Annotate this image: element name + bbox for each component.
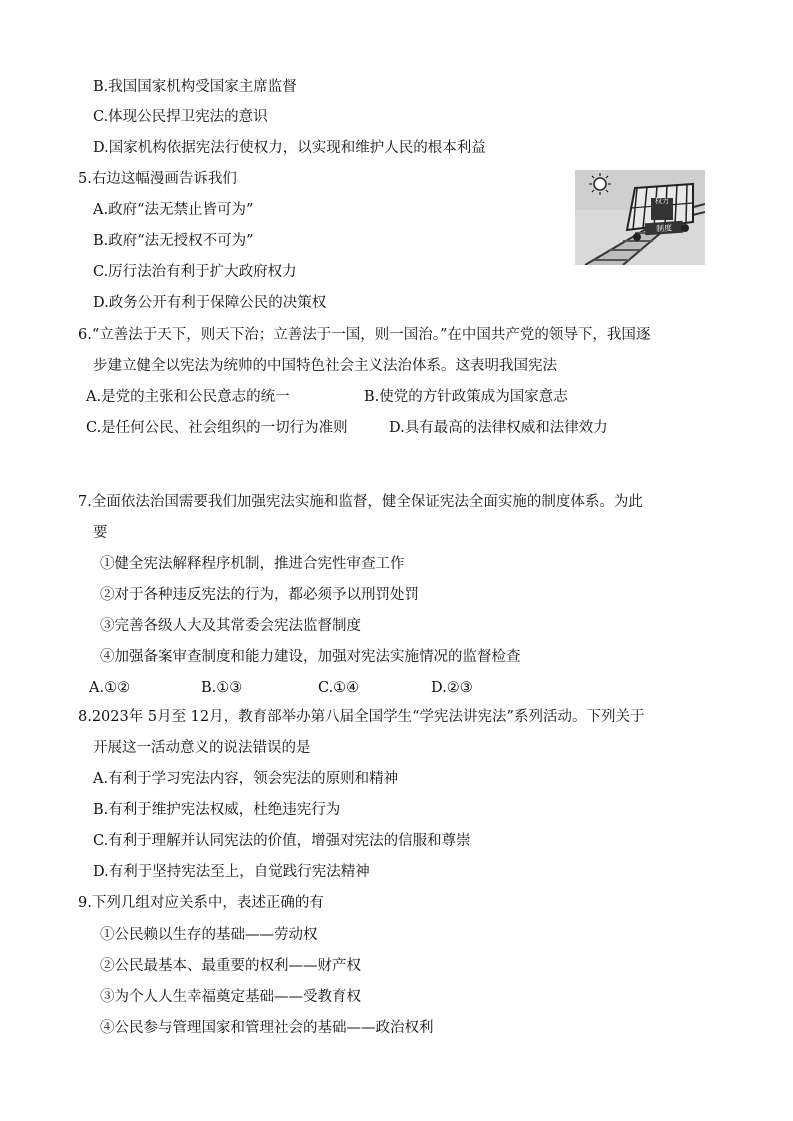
- q7-option-d: D.②③: [431, 680, 473, 696]
- q9-statement-1: ①公民赖以生存的基础——劳动权: [100, 927, 318, 943]
- q6-option-c: C.是任何公民、社会组织的一切行为准则: [86, 420, 348, 436]
- q8-option-d: D.有利于坚持宪法至上，自觉践行宪法精神: [93, 864, 370, 880]
- q5-stem: 5.右边这幅漫画告诉我们: [78, 171, 237, 187]
- q8-option-b: B.有利于维护宪法权威，杜绝违宪行为: [93, 802, 341, 818]
- q7-stem-line1: 7.全面依法治国需要我们加强宪法实施和监督，健全保证宪法全面实施的制度体系。为此: [78, 494, 643, 510]
- q5-option-c: C.厉行法治有利于扩大政府权力: [93, 264, 297, 280]
- q7-option-a: A.①②: [89, 680, 131, 696]
- q7-stem-line2: 要: [93, 525, 108, 541]
- q6-option-a: A.是党的主张和公民意志的统一: [86, 389, 290, 405]
- q5-option-b: B.政府“法无授权不可为”: [93, 233, 254, 249]
- q6-stem-line1: 6.“立善法于天下，则天下治；立善法于一国，则一国治。”在中国共产党的领导下，我国逐: [78, 327, 651, 343]
- q4-option-c: C.体现公民捍卫宪法的意识: [93, 109, 268, 125]
- q8-option-a: A.有利于学习宪法内容，领会宪法的原则和精神: [93, 771, 399, 787]
- q4-option-b: B.我国国家机构受国家主席监督: [93, 79, 297, 95]
- q9-stem: 9.下列几组对应关系中，表述正确的有: [78, 895, 324, 911]
- q8-stem-line2: 开展这一活动意义的说法错误的是: [93, 740, 311, 756]
- cartoon-cage-label: 权力: [655, 197, 669, 205]
- q8-stem-line1: 8.2023年 5月至 12月，教育部举办第八届全国学生“学宪法讲宪法”系列活动。下列关于: [78, 709, 645, 725]
- q8-option-c: C.有利于理解并认同宪法的价值，增强对宪法的信服和尊崇: [93, 833, 471, 849]
- q7-statement-2: ②对于各种违反宪法的行为，都必须予以刑罚处罚: [100, 587, 419, 603]
- q7-option-b: B.①③: [201, 680, 243, 696]
- q7-option-c: C.①④: [318, 680, 360, 696]
- q7-statement-4: ④加强备案审查制度和能力建设，加强对宪法实施情况的监督检查: [100, 649, 521, 665]
- cartoon-cart-label: 制度: [655, 223, 673, 234]
- q7-statement-1: ①健全宪法解释程序机制，推进合宪性审查工作: [100, 556, 405, 572]
- q6-stem-line2: 步建立健全以宪法为统帅的中国特色社会主义法治体系。这表明我国宪法: [93, 358, 557, 374]
- q5-option-a: A.政府“法无禁止皆可为”: [93, 202, 254, 218]
- cartoon-image: [575, 170, 705, 265]
- q6-option-b: B.使党的方针政策成为国家意志: [364, 389, 568, 405]
- q5-option-d: D.政务公开有利于保障公民的决策权: [93, 295, 327, 311]
- q9-statement-2: ②公民最基本、最重要的权利——财产权: [100, 958, 361, 974]
- q7-statement-3: ③完善各级人大及其常委会宪法监督制度: [100, 618, 361, 634]
- q6-option-d: D.具有最高的法律权威和法律效力: [389, 420, 608, 436]
- q9-statement-4: ④公民参与管理国家和管理社会的基础——政治权利: [100, 1020, 434, 1036]
- q4-option-d: D.国家机构依据宪法行使权力，以实现和维护人民的根本利益: [93, 140, 486, 156]
- q9-statement-3: ③为个人人生幸福奠定基础——受教育权: [100, 989, 361, 1005]
